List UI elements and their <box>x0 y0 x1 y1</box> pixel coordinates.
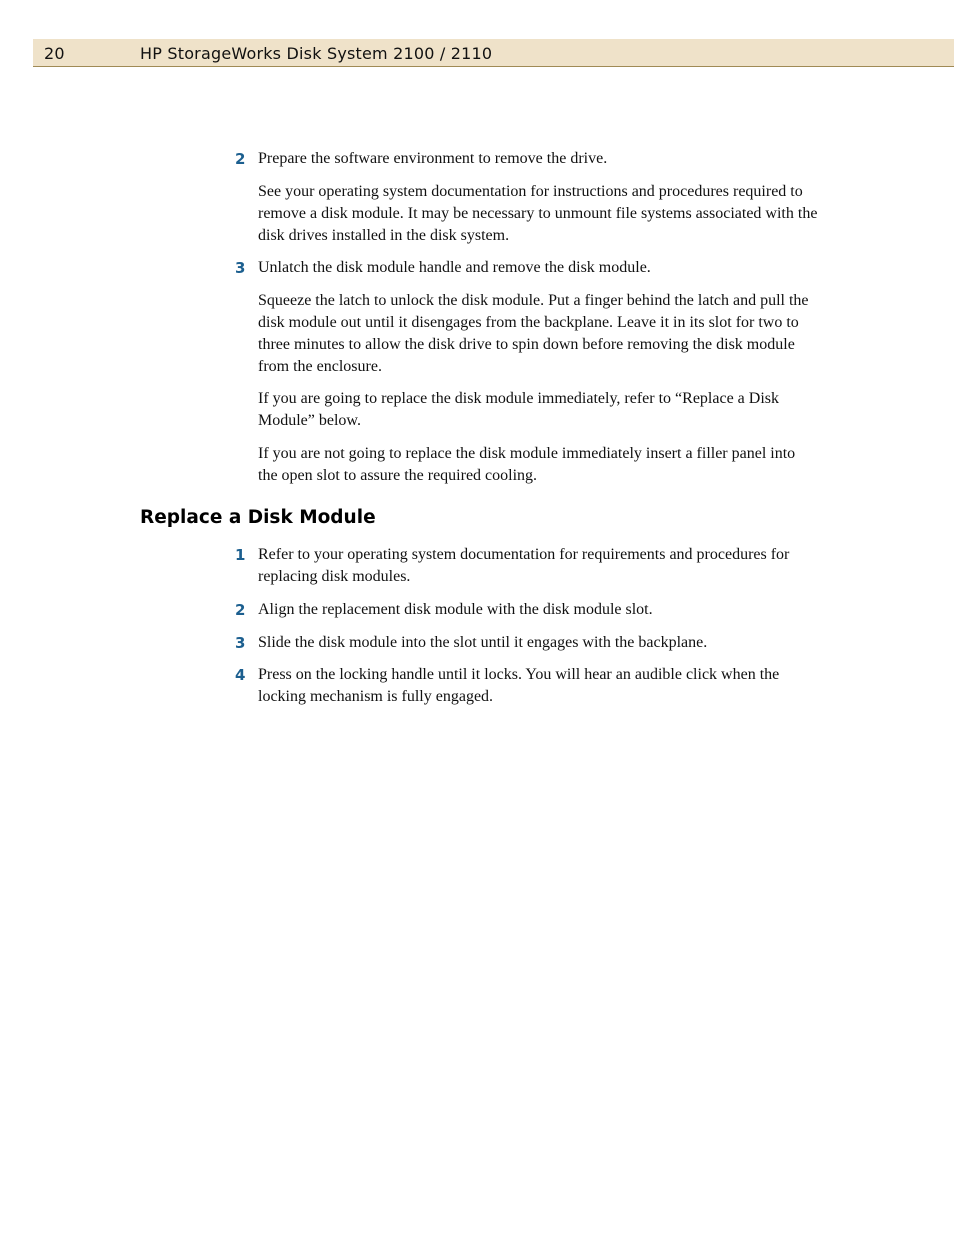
replace-step-4 <box>235 664 818 708</box>
step-text: Refer to your operating system documentation for requirements and procedures for replacing disk modules. <box>258 546 790 585</box>
step-text: Prepare the software environment to remove the drive. <box>258 150 608 167</box>
page-number: 20 <box>44 44 65 63</box>
step-number: 2 <box>235 150 246 168</box>
removal-step-3-detail-3: If you are not going to replace the disk module immediately insert a filler panel into the open slot to assure the required cooling. <box>258 445 796 484</box>
removal-step-3 <box>235 257 818 279</box>
document-title: HP StorageWorks Disk System 2100 / 2110 <box>140 44 493 63</box>
step-number: 3 <box>235 259 246 277</box>
running-header <box>33 39 954 67</box>
step-number: 1 <box>235 546 246 564</box>
step-number: 2 <box>235 601 246 619</box>
removal-step-3-detail-2: If you are going to replace the disk module immediately, refer to “Replace a Disk Module” below. <box>258 390 779 429</box>
step-text: Unlatch the disk module handle and remove the disk module. <box>258 259 651 276</box>
step-text: Slide the disk module into the slot until it engages with the backplane. <box>258 634 708 651</box>
replace-step-2 <box>235 599 818 621</box>
removal-step-2 <box>235 148 818 170</box>
replace-step-3 <box>235 632 818 654</box>
step-text: Press on the locking handle until it locks. You will hear an audible click when the locking mechanism is fully engaged. <box>258 666 780 705</box>
section-heading: Replace a Disk Module <box>140 507 376 528</box>
removal-step-2-detail: See your operating system documentation for instructions and procedures required to remove a disk module. It may be necessary to unmount file systems associated with the disk drives installed in the disk system. <box>258 183 818 244</box>
step-number: 4 <box>235 666 246 684</box>
step-number: 3 <box>235 634 246 652</box>
step-text: Align the replacement disk module with the disk module slot. <box>258 601 653 618</box>
removal-step-3-detail-1: Squeeze the latch to unlock the disk module. Put a finger behind the latch and pull the disk module out until it disengages from the backplane. Leave it in its slot for two to three minutes to allow the disk drive to spin down before removing the disk module from the enclosure. <box>258 292 809 375</box>
replace-step-1 <box>235 544 818 588</box>
